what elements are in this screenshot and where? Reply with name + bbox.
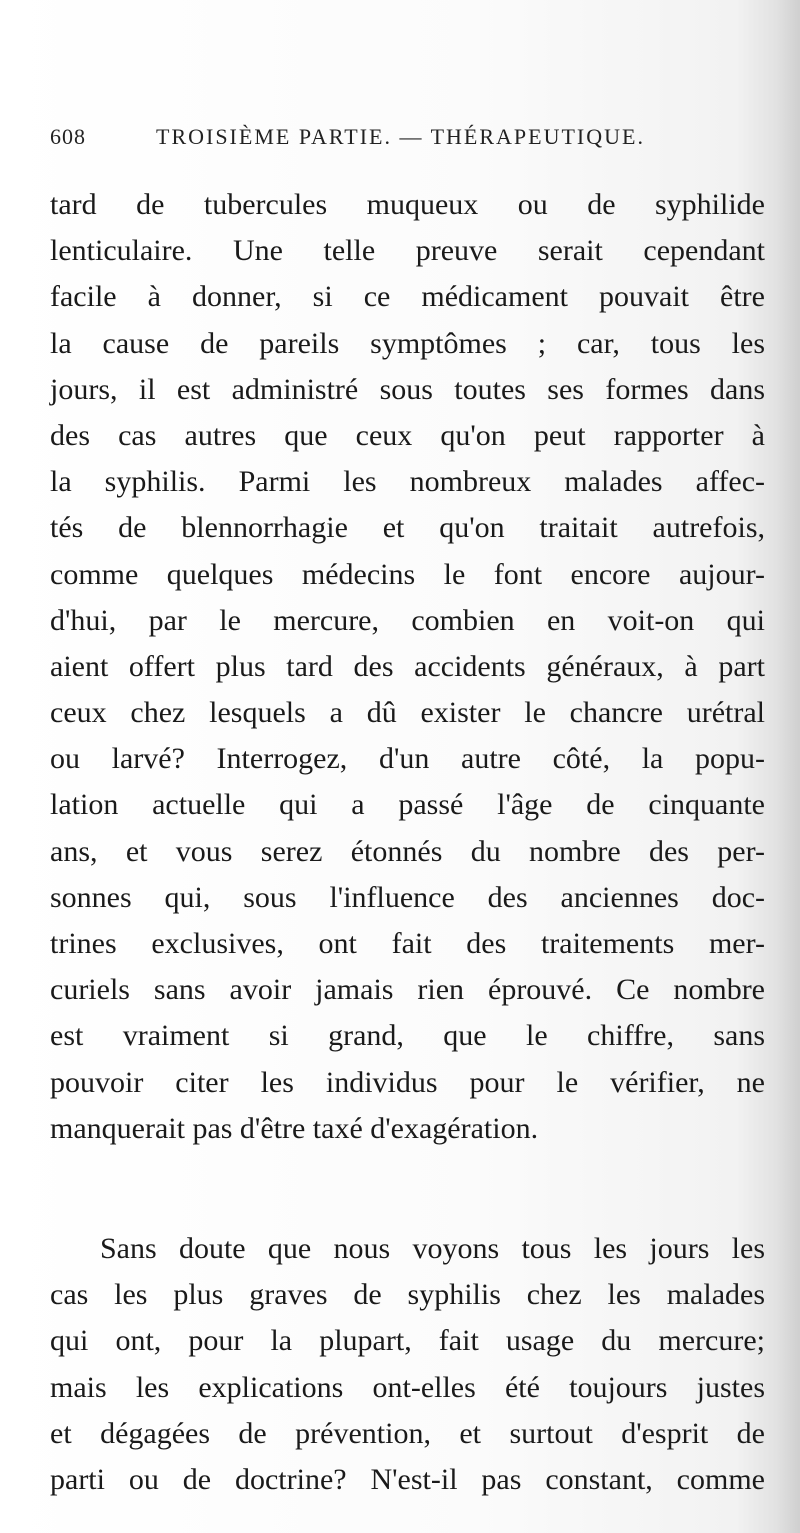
text-line: ou larvé? Interrogez, d'un autre côté, la popu- — [50, 742, 765, 776]
text-line: mais les explications ont-elles été toujours justes — [50, 1370, 765, 1404]
running-header — [50, 124, 750, 160]
text-line: cas les plus graves de syphilis chez les malades — [50, 1278, 765, 1312]
text-line: d'hui, par le mercure, combien en voit-on qui — [50, 603, 765, 637]
page-number: 608 — [50, 124, 86, 149]
paragraph-1 — [50, 182, 765, 1152]
text-line: la cause de pareils symptômes ; car, tous les — [50, 326, 765, 360]
text-line: et dégagées de prévention, et surtout d'esprit de — [50, 1416, 765, 1450]
text-line: ans, et vous serez étonnés du nombre des per- — [50, 834, 765, 868]
running-title: TROISIÈME PARTIE. — THÉRAPEUTIQUE. — [156, 124, 645, 149]
text-line: tard de tubercules muqueux ou de syphilide — [50, 188, 765, 221]
text-line: est vraiment si grand, que le chiffre, sans — [50, 1019, 765, 1053]
text-line: des cas autres que ceux qu'on peut rapporter à — [50, 418, 765, 452]
text-line: trines exclusives, ont fait des traitements mer- — [50, 927, 765, 960]
text-line: tés de blennorrhagie et qu'on traitait autrefois, — [50, 511, 765, 545]
text-line: sonnes qui, sous l'influence des anciennes doc- — [50, 880, 765, 914]
text-line: Sans doute que nous voyons tous les jours les — [100, 1231, 765, 1265]
text-line: aient offert plus tard des accidents généraux, à part — [50, 649, 765, 683]
text-line: qui ont, pour la plupart, fait usage du mercure; — [50, 1324, 765, 1358]
text-line: ceux chez lesquels a dû exister le chancre urétral — [50, 696, 765, 730]
text-line: comme quelques médecins le font encore aujour- — [50, 557, 765, 591]
paragraph-gap — [50, 1152, 765, 1226]
text-line: pouvoir citer les individus pour le vérifier, ne — [50, 1065, 765, 1099]
body-text — [50, 182, 765, 1503]
text-line: la syphilis. Parmi les nombreux malades affec- — [50, 465, 765, 499]
text-line: jours, il est administré sous toutes ses formes dans — [50, 372, 765, 406]
text-line: lenticulaire. Une telle preuve serait cependant — [50, 234, 765, 268]
text-line: lation actuelle qui a passé l'âge de cinquante — [50, 788, 765, 822]
text-line: facile à donner, si ce médicament pouvait être — [50, 280, 765, 314]
text-line: parti ou de doctrine? N'est-il pas constant, comme — [50, 1462, 765, 1496]
paragraph-2 — [50, 1226, 765, 1503]
text-line: curiels sans avoir jamais rien éprouvé. Ce nombre — [50, 973, 765, 1007]
text-line: manquerait pas d'être taxé d'exagération. — [50, 1111, 539, 1145]
